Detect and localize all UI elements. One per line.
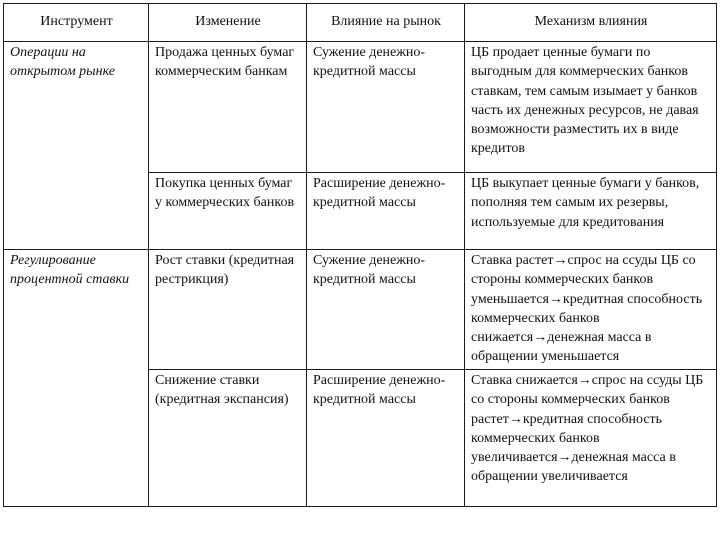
- mechanism-cell: ЦБ выкупает ценные бумаги у банков, пополняя тем самым их резервы, используемые для кредитования: [465, 173, 717, 250]
- mechanism-cell: Ставка растет→спрос на ссуды ЦБ со стороны коммерческих банков уменьшается→кредитная способность коммерческих банков снижается→денежная масса в обращении уменьшается: [465, 250, 717, 370]
- impact-cell: Сужение денежно-кредитной массы: [307, 250, 465, 370]
- mechanism-cell: Ставка снижается→спрос на ссуды ЦБ со стороны коммерческих банков растет→кредитная способность коммерческих банков увеличивается→денежная масса в обращении увеличивается: [465, 370, 717, 507]
- change-cell: Рост ставки (кредитная рестрикция): [149, 250, 307, 370]
- header-change: Изменение: [149, 4, 307, 42]
- change-cell: Продажа ценных бумаг коммерческим банкам: [149, 42, 307, 173]
- table-row: [4, 42, 717, 173]
- instrument-cell: Регулирование процентной ставки: [4, 250, 149, 507]
- mechanism-cell: ЦБ продает ценные бумаги по выгодным для коммерческих банков ставкам, тем самым изымает у банков часть их денежных ресурсов, не давая возможности разместить их в виде кредитов: [465, 42, 717, 173]
- header-instrument: Инструмент: [4, 4, 149, 42]
- header-impact: Влияние на рынок: [307, 4, 465, 42]
- impact-cell: Расширение денежно- кредитной массы: [307, 370, 465, 507]
- table-row: [4, 250, 717, 370]
- policy-instruments-table: [3, 3, 717, 507]
- impact-cell: Расширение денежно- кредитной массы: [307, 173, 465, 250]
- change-cell: Снижение ставки (кредитная экспансия): [149, 370, 307, 507]
- impact-cell: Сужение денежно-кредитной массы: [307, 42, 465, 173]
- header-row: [4, 4, 717, 42]
- change-cell: Покупка ценных бумаг у коммерческих банков: [149, 173, 307, 250]
- instrument-cell: Операции на открытом рынке: [4, 42, 149, 250]
- header-mechanism: Механизм влияния: [465, 4, 717, 42]
